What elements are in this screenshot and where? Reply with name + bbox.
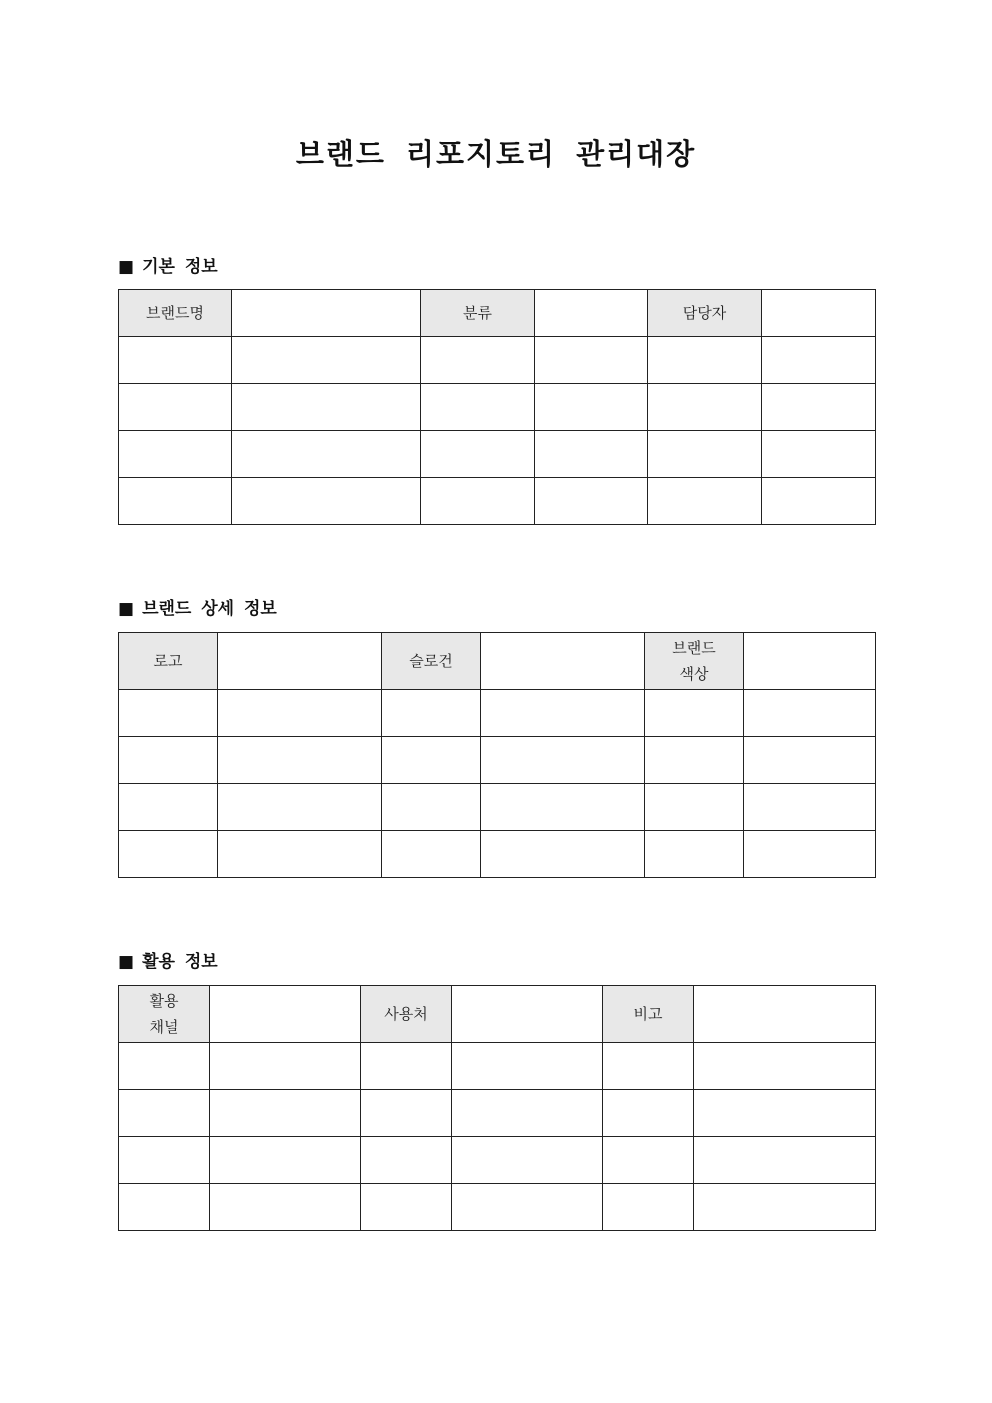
table-cell[interactable]: [119, 384, 232, 431]
label-cell-usage-channel: 활용 채널: [119, 986, 210, 1043]
label-cell-brand-color: 브랜드 색상: [645, 633, 744, 690]
section-heading-usage-info: [118, 947, 218, 972]
input-cell-remarks[interactable]: [694, 986, 876, 1043]
table-cell[interactable]: [645, 784, 744, 831]
table-header-row: [119, 986, 876, 1043]
input-cell-logo[interactable]: [218, 633, 382, 690]
table-row: [119, 831, 876, 878]
table-cell[interactable]: [119, 737, 218, 784]
table-cell[interactable]: [232, 478, 421, 525]
section-heading-label: 브랜드 상세 정보: [142, 599, 277, 619]
table-cell[interactable]: [232, 431, 421, 478]
table-cell[interactable]: [361, 1043, 452, 1090]
table-row: [119, 1043, 876, 1090]
table-cell[interactable]: [119, 431, 232, 478]
table-cell[interactable]: [762, 337, 876, 384]
table-cell[interactable]: [744, 784, 876, 831]
input-cell-usage-place[interactable]: [452, 986, 603, 1043]
section-heading-basic-info: [118, 252, 218, 277]
table-row: [119, 431, 876, 478]
table-cell[interactable]: [645, 831, 744, 878]
label-cell-remarks: 비고: [603, 986, 694, 1043]
table-cell[interactable]: [210, 1043, 361, 1090]
table-cell[interactable]: [119, 690, 218, 737]
label-cell-logo: 로고: [119, 633, 218, 690]
table-cell[interactable]: [648, 431, 762, 478]
table-cell[interactable]: [535, 384, 648, 431]
table-cell[interactable]: [119, 1043, 210, 1090]
brand-detail-table: [118, 632, 876, 878]
table-cell[interactable]: [481, 690, 645, 737]
input-cell-slogan[interactable]: [481, 633, 645, 690]
table-cell[interactable]: [452, 1184, 603, 1231]
table-row: [119, 478, 876, 525]
table-cell[interactable]: [603, 1184, 694, 1231]
table-cell[interactable]: [603, 1137, 694, 1184]
label-cell-slogan: 슬로건: [382, 633, 481, 690]
table-cell[interactable]: [694, 1184, 876, 1231]
input-cell-brand-color[interactable]: [744, 633, 876, 690]
table-row: [119, 737, 876, 784]
table-cell[interactable]: [119, 784, 218, 831]
table-cell[interactable]: [218, 690, 382, 737]
usage-info-table: [118, 985, 876, 1231]
table-cell[interactable]: [744, 831, 876, 878]
table-cell[interactable]: [382, 831, 481, 878]
table-row: [119, 784, 876, 831]
table-cell[interactable]: [218, 831, 382, 878]
table-row: [119, 1090, 876, 1137]
table-cell[interactable]: [361, 1090, 452, 1137]
section-heading-brand-detail: [118, 594, 277, 619]
table-cell[interactable]: [119, 478, 232, 525]
input-cell-category[interactable]: [535, 290, 648, 337]
input-cell-brand-name[interactable]: [232, 290, 421, 337]
section-heading-label: 기본 정보: [142, 257, 218, 277]
table-cell[interactable]: [421, 337, 535, 384]
table-cell[interactable]: [210, 1184, 361, 1231]
basic-info-table: [118, 289, 876, 525]
table-cell[interactable]: [421, 431, 535, 478]
table-cell[interactable]: [762, 478, 876, 525]
table-header-row: [119, 633, 876, 690]
table-cell[interactable]: [421, 478, 535, 525]
table-cell[interactable]: [762, 431, 876, 478]
table-cell[interactable]: [119, 831, 218, 878]
table-cell[interactable]: [361, 1184, 452, 1231]
table-cell[interactable]: [232, 337, 421, 384]
input-cell-usage-channel[interactable]: [210, 986, 361, 1043]
table-cell[interactable]: [210, 1090, 361, 1137]
section-heading-label: 활용 정보: [142, 952, 218, 972]
label-cell-usage-place: 사용처: [361, 986, 452, 1043]
label-cell-category: 분류: [421, 290, 535, 337]
table-cell[interactable]: [694, 1137, 876, 1184]
table-cell[interactable]: [218, 784, 382, 831]
table-cell[interactable]: [382, 690, 481, 737]
table-cell[interactable]: [694, 1090, 876, 1137]
table-cell[interactable]: [382, 737, 481, 784]
table-cell[interactable]: [645, 737, 744, 784]
table-cell[interactable]: [645, 690, 744, 737]
document-title: 브랜드 리포지토리 관리대장: [295, 137, 697, 171]
table-cell[interactable]: [232, 384, 421, 431]
table-cell[interactable]: [452, 1137, 603, 1184]
table-cell[interactable]: [481, 831, 645, 878]
table-cell[interactable]: [452, 1090, 603, 1137]
table-cell[interactable]: [481, 737, 645, 784]
table-cell[interactable]: [119, 1090, 210, 1137]
table-cell[interactable]: [361, 1137, 452, 1184]
table-cell[interactable]: [648, 384, 762, 431]
table-row: [119, 337, 876, 384]
table-cell[interactable]: [210, 1137, 361, 1184]
table-cell[interactable]: [119, 1184, 210, 1231]
label-cell-brand-name: 브랜드명: [119, 290, 232, 337]
table-cell[interactable]: [648, 478, 762, 525]
table-cell[interactable]: [744, 690, 876, 737]
table-cell[interactable]: [694, 1043, 876, 1090]
table-row: [119, 384, 876, 431]
table-cell[interactable]: [535, 337, 648, 384]
table-cell[interactable]: [382, 784, 481, 831]
table-row: [119, 1137, 876, 1184]
table-cell[interactable]: [481, 784, 645, 831]
square-bullet-icon: ■: [118, 257, 135, 277]
table-row: [119, 1184, 876, 1231]
label-cell-manager: 담당자: [648, 290, 762, 337]
table-cell[interactable]: [218, 737, 382, 784]
table-cell[interactable]: [535, 478, 648, 525]
table-cell[interactable]: [603, 1043, 694, 1090]
table-cell[interactable]: [119, 337, 232, 384]
input-cell-manager[interactable]: [762, 290, 876, 337]
table-cell[interactable]: [421, 384, 535, 431]
square-bullet-icon: ■: [118, 599, 135, 619]
table-cell[interactable]: [762, 384, 876, 431]
table-cell[interactable]: [452, 1043, 603, 1090]
table-cell[interactable]: [603, 1090, 694, 1137]
table-cell[interactable]: [119, 1137, 210, 1184]
table-cell[interactable]: [535, 431, 648, 478]
table-cell[interactable]: [744, 737, 876, 784]
table-cell[interactable]: [648, 337, 762, 384]
table-row: [119, 690, 876, 737]
square-bullet-icon: ■: [118, 952, 135, 972]
table-header-row: [119, 290, 876, 337]
